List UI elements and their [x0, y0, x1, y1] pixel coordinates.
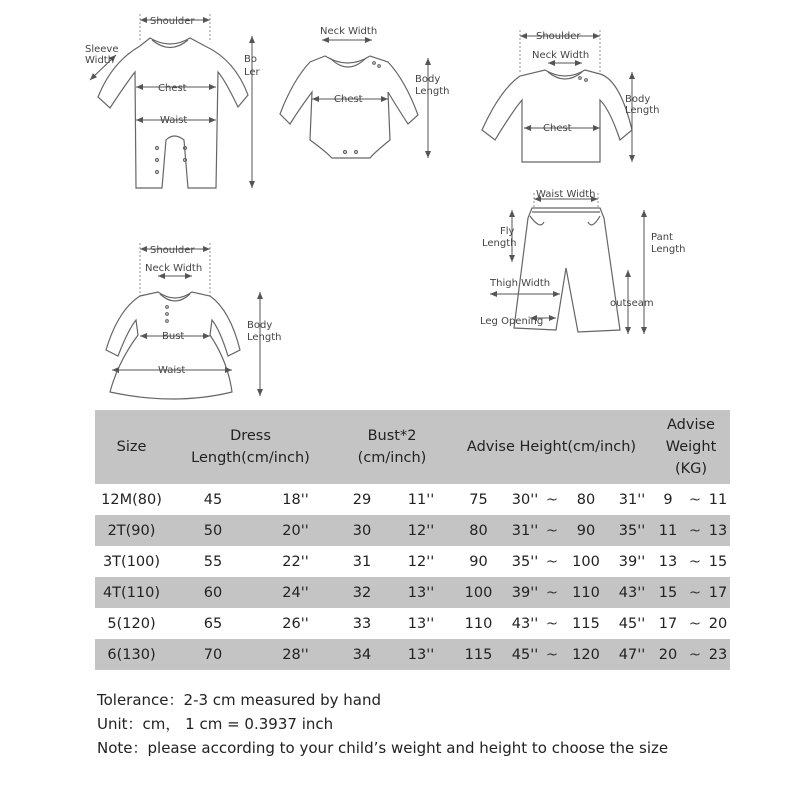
cell-bust-cm: 34 — [352, 646, 372, 663]
cell-size: 12M(80) — [101, 491, 162, 508]
header-weight-line2: Weight — [665, 439, 717, 455]
header-advise-height: Advise Height(cm/inch) — [466, 439, 637, 455]
header-bust-line1: Bust*2 — [367, 428, 417, 444]
pants-thigh-label: Thigh Width — [490, 278, 551, 289]
header-dress-length-line2: Length(cm/inch) — [191, 450, 310, 466]
romper-outline — [98, 38, 248, 188]
cell-weight-separator: ~ — [688, 522, 702, 539]
cell-height-min-cm: 110 — [464, 615, 493, 632]
choose-size-note: Note：please according to your child’s weight and height to choose the size — [97, 739, 669, 757]
cell-weight-min: 15 — [658, 584, 678, 601]
dress-neck-label: Neck Width — [145, 263, 203, 274]
cell-length-cm: 55 — [203, 553, 223, 570]
pants-outseam-label: outseam — [610, 298, 654, 309]
cell-height-min-inch: 45'' — [511, 646, 539, 663]
romper-body-length-label-2: Ler — [244, 67, 260, 78]
cell-length-cm: 50 — [203, 522, 223, 539]
cell-height-max-inch: 39'' — [618, 553, 646, 570]
pants-fly-label-2: Length — [482, 238, 517, 249]
cell-length-cm: 60 — [203, 584, 223, 601]
cell-length-inch: 24'' — [282, 584, 309, 601]
cell-bust-inch: 12'' — [407, 522, 435, 539]
sweater-neck-label: Neck Width — [532, 50, 590, 61]
table-row — [95, 639, 730, 670]
pants-outline — [514, 208, 620, 332]
cell-height-max-cm: 115 — [572, 615, 600, 632]
cell-weight-max: 17 — [708, 584, 728, 601]
cell-length-inch: 18'' — [282, 491, 309, 508]
header-size: Size — [116, 439, 147, 455]
cell-height-max-inch: 35'' — [618, 522, 646, 539]
dress-bust-label: Bust — [162, 331, 185, 342]
sweater-chest-label: Chest — [543, 123, 572, 134]
cell-height-min-inch: 31'' — [511, 522, 539, 539]
romper-shoulder-label: Shoulder — [150, 16, 195, 27]
bodysuit-neck-label: Neck Width — [320, 26, 378, 37]
dress-body-length-label-2: Length — [247, 332, 282, 343]
cell-bust-cm: 33 — [352, 615, 372, 632]
cell-weight-min: 9 — [663, 491, 673, 508]
cell-weight-separator: ~ — [688, 584, 702, 601]
pants-fly-label-1: Fly — [500, 226, 515, 237]
table-row — [95, 608, 730, 639]
cell-weight-max: 11 — [708, 491, 728, 508]
dress-shoulder-label: Shoulder — [150, 245, 195, 256]
cell-bust-inch: 11'' — [407, 491, 435, 508]
cell-weight-separator: ~ — [688, 646, 702, 663]
cell-height-max-cm: 90 — [576, 522, 596, 539]
cell-height-max-inch: 47'' — [618, 646, 646, 663]
cell-length-inch: 22'' — [282, 553, 309, 570]
cell-weight-min: 13 — [658, 553, 678, 570]
bodysuit-outline — [280, 56, 418, 158]
sweater-body-length-label-1: Body — [625, 94, 651, 105]
cell-height-separator: ~ — [545, 646, 559, 663]
dress-body-length-label-1: Body — [247, 320, 273, 331]
dress-outline — [106, 292, 240, 399]
cell-length-cm: 65 — [203, 615, 223, 632]
cell-size: 2T(90) — [107, 522, 156, 539]
table-row — [95, 484, 730, 515]
cell-weight-separator: ~ — [688, 491, 702, 508]
cell-bust-inch: 13'' — [407, 584, 435, 601]
sweater-outline — [482, 70, 632, 162]
cell-height-max-inch: 43'' — [618, 584, 646, 601]
cell-height-separator: ~ — [545, 553, 559, 570]
header-dress-length — [168, 410, 333, 484]
table-row — [95, 577, 730, 608]
romper-chest-label: Chest — [158, 83, 187, 94]
cell-height-min-inch: 39'' — [511, 584, 539, 601]
pants-leg-opening-label: Leg Opening — [480, 316, 544, 327]
cell-height-min-cm: 115 — [464, 646, 493, 663]
header-bust-line2: (cm/inch) — [357, 450, 427, 466]
cell-height-max-inch: 31'' — [618, 491, 646, 508]
header-weight-line3: (KG) — [674, 461, 708, 477]
cell-height-min-cm: 80 — [469, 522, 488, 539]
cell-height-separator: ~ — [545, 615, 559, 632]
romper-sleeve-label-2: Width — [85, 55, 115, 66]
cell-size: 5(120) — [107, 615, 156, 632]
cell-height-separator: ~ — [545, 491, 559, 508]
cell-bust-cm: 32 — [352, 584, 372, 601]
cell-weight-max: 20 — [708, 615, 728, 632]
cell-bust-cm: 29 — [352, 491, 372, 508]
cell-height-min-inch: 35'' — [511, 553, 539, 570]
bodysuit-body-length-label-2: Length — [415, 86, 450, 97]
table-row — [95, 546, 730, 577]
cell-length-inch: 28'' — [282, 646, 309, 663]
sweater-body-length-label-2: Length — [625, 105, 660, 116]
cell-height-min-cm: 100 — [464, 584, 493, 601]
cell-weight-min: 20 — [658, 646, 678, 663]
cell-weight-max: 15 — [708, 553, 728, 570]
cell-length-inch: 20'' — [282, 522, 309, 539]
cell-length-cm: 45 — [203, 491, 223, 508]
cell-weight-max: 13 — [708, 522, 728, 539]
cell-height-min-cm: 75 — [469, 491, 488, 508]
size-chart-table — [95, 410, 730, 670]
cell-height-max-cm: 120 — [572, 646, 600, 663]
cell-weight-min: 11 — [658, 522, 678, 539]
romper-waist-label: Waist — [160, 115, 188, 126]
cell-height-separator: ~ — [545, 584, 559, 601]
cell-weight-max: 23 — [708, 646, 728, 663]
cell-height-max-cm: 100 — [572, 553, 600, 570]
cell-bust-cm: 30 — [352, 522, 372, 539]
pants-waist-label: Waist Width — [536, 189, 596, 200]
cell-weight-separator: ~ — [688, 615, 702, 632]
pants-length-label-1: Pant — [651, 232, 673, 243]
cell-height-max-inch: 45'' — [618, 615, 646, 632]
cell-height-max-cm: 110 — [572, 584, 600, 601]
cell-length-cm: 70 — [203, 646, 223, 663]
cell-height-min-inch: 43'' — [511, 615, 539, 632]
cell-size: 4T(110) — [102, 584, 161, 601]
cell-height-min-inch: 30'' — [511, 491, 539, 508]
cell-bust-cm: 31 — [352, 553, 372, 570]
dress-waist-label: Waist — [158, 365, 186, 376]
cell-length-inch: 26'' — [282, 615, 309, 632]
cell-height-min-cm: 90 — [469, 553, 488, 570]
table-row — [95, 515, 730, 546]
cell-bust-inch: 13'' — [407, 615, 435, 632]
cell-height-separator: ~ — [545, 522, 559, 539]
header-weight-line1: Advise — [667, 417, 715, 433]
bodysuit-chest-label: Chest — [334, 94, 363, 105]
cell-weight-separator: ~ — [688, 553, 702, 570]
header-bust — [333, 410, 451, 484]
cell-bust-inch: 12'' — [407, 553, 435, 570]
cell-bust-inch: 13'' — [407, 646, 435, 663]
bodysuit-body-length-label-1: Body — [415, 74, 441, 85]
header-dress-length-line1: Dress — [230, 428, 271, 444]
table-header-row — [95, 410, 730, 484]
cell-weight-min: 17 — [658, 615, 678, 632]
romper-body-length-label-1: Bo — [244, 54, 257, 65]
unit-note: Unit：cm， 1 cm = 0.3937 inch — [97, 715, 334, 733]
romper-sleeve-label-1: Sleeve — [85, 44, 119, 55]
header-advise-weight — [652, 410, 730, 484]
tolerance-note: Tolerance：2-3 cm measured by hand — [97, 691, 382, 709]
sweater-shoulder-label: Shoulder — [536, 31, 581, 42]
pants-length-label-2: Length — [651, 244, 686, 255]
cell-size: 3T(100) — [102, 553, 161, 570]
cell-size: 6(130) — [107, 646, 156, 663]
cell-height-max-cm: 80 — [576, 491, 596, 508]
size-notes — [97, 688, 668, 760]
